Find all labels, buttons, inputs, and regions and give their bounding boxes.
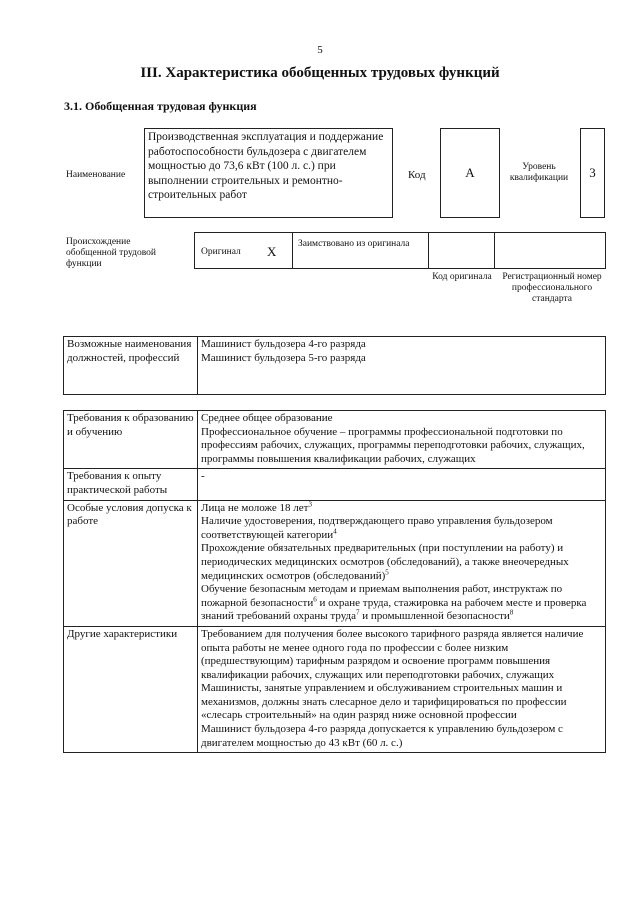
other-line: Требованием для получения более высокого тарифного разряда является наличие опыта работы не менее одного года по профессии с более низким (предшествующим) тарифным разрядом и освоение программ повышения квалификации рабочих, служащих или переподготовки рабочих, служащих: [201, 627, 584, 681]
positions-values: [198, 337, 606, 395]
position-item: Машинист бульдозера 4-го разряда: [201, 338, 366, 350]
education-label: Требования к образованию и обучению: [64, 411, 198, 469]
other-line: Машинист бульдозера 4-го разряда допускается к управлению бульдозером с двигателем мощностью до 43 кВт (60 л. с.): [201, 723, 563, 749]
position-item: Машинист бульдозера 5-го разряда: [201, 351, 366, 364]
footnote-ref: 8: [509, 608, 514, 617]
special-line-license: Наличие удостоверения, подтверждающего право управления бульдозером соответствующей категории$^4$: [201, 515, 553, 541]
origin-divider-2: [428, 232, 429, 269]
origin-label: Происхождение обобщенной трудовой функции: [66, 237, 156, 269]
other-line: Машинисты, занятые управлением и обслуживанием строительных машин и механизмов, должны знать слесарное дело и тарифицироваться по профессии «слесарь строительный» на один разряд ниже основной профессии: [201, 682, 567, 722]
other-values: [198, 626, 606, 752]
page-number: 5: [317, 44, 323, 56]
name-label: Наименование: [66, 170, 126, 180]
function-name-value: Производственная эксплуатация и поддержание работоспособности бульдозера с двигателем мощностью до 73,6 кВт (100 л. с.) при выполнении строительных и ремонтно-строительных работ: [144, 128, 393, 218]
original-mark: X: [267, 244, 277, 259]
special-values: [198, 500, 606, 626]
experience-label: Требования к опыту практической работы: [64, 469, 198, 500]
education-values: [198, 411, 606, 469]
origin-row: [194, 232, 606, 269]
origin-divider-1: [292, 232, 293, 269]
education-line: Профессиональное обучение – программы профессиональной подготовки по профессиям рабочих, служащих, программы переподготовки рабочих, служащих, программы повышения квалификации рабочих, служащих: [201, 425, 585, 465]
footnote-ref: 4: [333, 527, 337, 536]
code-value: A: [440, 128, 500, 218]
other-label: Другие характеристики: [64, 626, 198, 752]
requirements-table: [63, 410, 606, 753]
code-label: Код: [408, 169, 426, 181]
positions-table: [63, 336, 606, 395]
footnote-ref: 3: [308, 499, 312, 508]
original-label: Оригинал: [201, 247, 241, 257]
level-value: 3: [580, 128, 605, 218]
special-line-age: Лица не моложе 18 лет$^3$: [201, 499, 312, 514]
education-line: Среднее общее образование: [201, 412, 333, 424]
code-original-caption: Код оригинала: [432, 272, 492, 282]
footnote-ref: 5: [385, 567, 389, 576]
footnote-ref: 6: [313, 595, 317, 604]
special-line-training: Обучение безопасным методам и приемам выполнения работ, инструктаж по пожарной безопасности$^6$ и охране труда, стажировка на рабочем месте и проверка знаний требований охраны труда$^7$ и промышленной безопасности$^8$: [201, 583, 587, 623]
subsection-title: 3.1. Обобщенная трудовая функция: [64, 99, 257, 113]
reg-number-caption: Регистрационный номер профессионального стандарта: [502, 272, 602, 304]
special-label: Особые условия допуска к работе: [64, 500, 198, 626]
origin-divider-3: [494, 232, 495, 269]
special-line-medical: Прохождение обязательных предварительных (при поступлении на работу) и периодических медицинских осмотров (обследований), а также внеочередных медицинских осмотров (обследований)$^5$: [201, 542, 569, 582]
positions-label: Возможные наименования должностей, профессий: [64, 337, 198, 395]
section-title: III. Характеристика обобщенных трудовых функций: [140, 65, 500, 81]
footnote-ref: 7: [356, 608, 360, 617]
borrowed-label: Заимствовано из оригинала: [298, 239, 410, 249]
experience-value: -: [198, 469, 606, 500]
level-label: Уровень квалификации: [509, 162, 569, 183]
